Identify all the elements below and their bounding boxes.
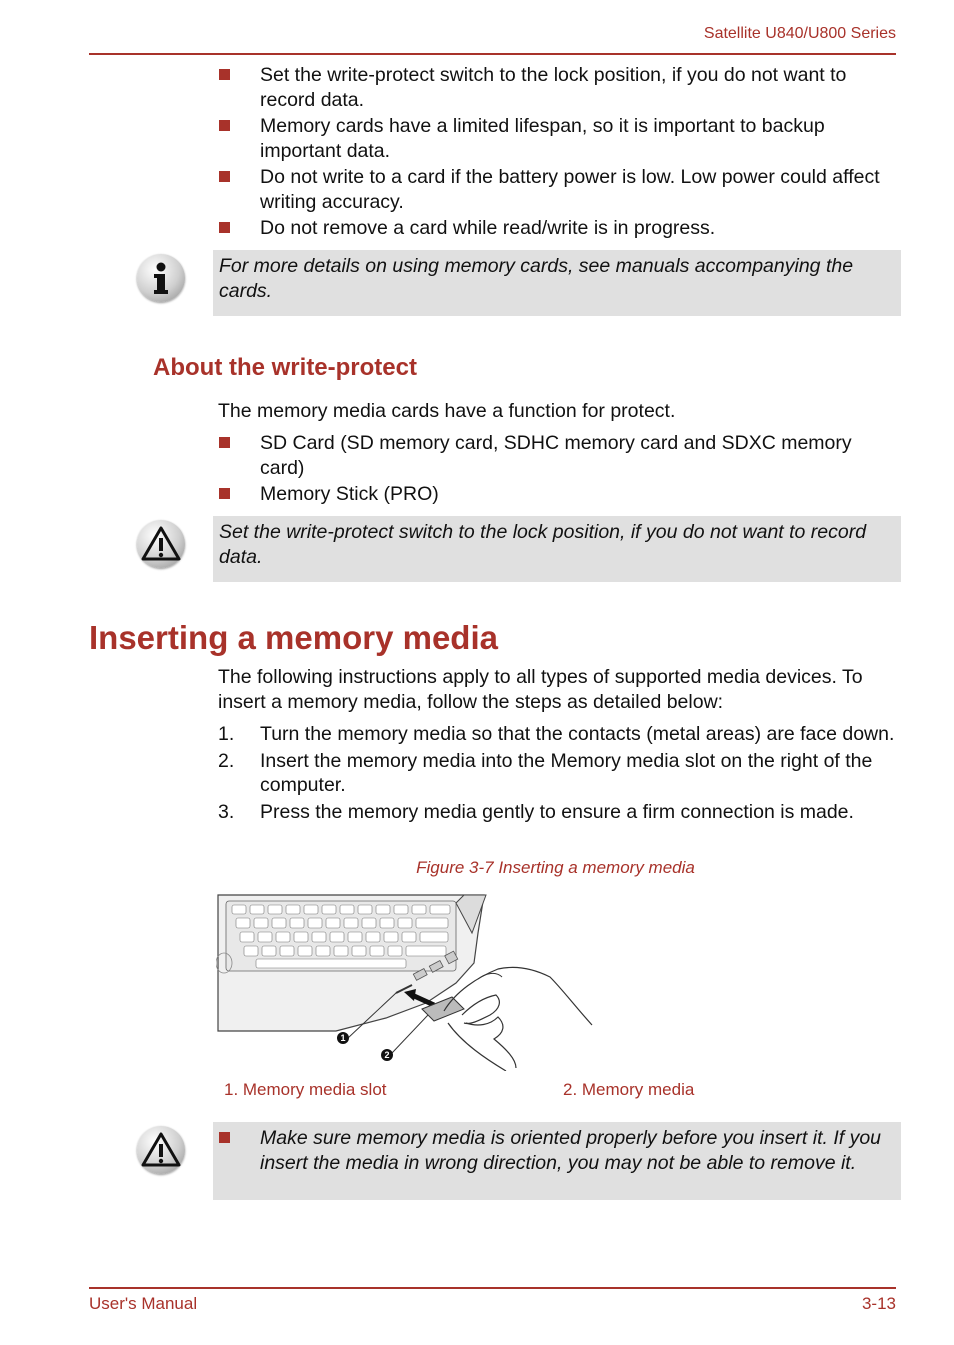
list-item: Do not remove a card while read/write is in progress.	[218, 216, 898, 241]
running-header: Satellite U840/U800 Series	[703, 25, 896, 42]
step-item: 2. Insert the memory media into the Memory media slot on the right of the computer.	[218, 749, 873, 796]
footer-rule	[89, 1287, 896, 1289]
chapter-heading: Inserting a memory media	[89, 619, 498, 656]
info-icon	[137, 254, 185, 302]
figure-caption: Figure 3-7 Inserting a memory media	[416, 858, 695, 877]
bullet-square	[219, 1132, 230, 1143]
step-item: 3. Press the memory media gently to ensure a firm connection is made.	[218, 800, 854, 823]
caution-icon	[137, 1126, 185, 1174]
page-number: 3-13	[861, 1294, 896, 1313]
caution-note-text: Set the write-protect switch to the lock position, if you do not want to record data.	[219, 521, 867, 568]
section-heading: About the write-protect	[153, 354, 417, 381]
bullet-list-cards	[218, 431, 898, 509]
bullet-square	[219, 120, 230, 131]
list-item: Set the write-protect switch to the lock position, if you do not want to record data.	[218, 63, 898, 112]
info-note	[213, 250, 901, 316]
header-rule	[89, 53, 896, 55]
bullet-list-top	[218, 63, 898, 243]
bullet-square	[219, 222, 230, 233]
list-item: Memory Stick (PRO)	[218, 482, 898, 507]
legend-item-1: 1. Memory media slot	[224, 1080, 387, 1099]
list-item: Memory cards have a limited lifespan, so it is important to backup important data.	[218, 114, 898, 163]
bullet-square	[219, 69, 230, 80]
inserting-intro: The following instructions apply to all types of supported media devices. To insert a memory media, follow the steps as detailed below:	[218, 666, 863, 713]
caution-note	[213, 516, 901, 582]
callout-1: 1	[337, 1032, 349, 1044]
laptop-illustration	[216, 893, 596, 1071]
bullet-square	[219, 437, 230, 448]
list-item: Do not write to a card if the battery power is low. Low power could affect writing accuracy.	[218, 165, 898, 214]
write-protect-intro: The memory media cards have a function for protect.	[218, 400, 676, 422]
bullet-square	[219, 171, 230, 182]
info-note-text: For more details on using memory cards, see manuals accompanying the cards.	[219, 255, 854, 302]
footer-left: User's Manual	[89, 1294, 198, 1313]
caution-bullet-list	[218, 1126, 888, 1175]
caution-icon	[137, 520, 185, 568]
callout-2: 2	[381, 1049, 393, 1061]
caution-note-bottom	[213, 1122, 901, 1200]
steps-list	[218, 722, 898, 826]
bullet-square	[219, 488, 230, 499]
list-item: SD Card (SD memory card, SDHC memory card and SDXC memory card)	[218, 431, 898, 480]
legend-item-2: 2. Memory media	[563, 1080, 695, 1099]
step-item: 1. Turn the memory media so that the contacts (metal areas) are face down.	[218, 723, 895, 745]
list-item: Make sure memory media is oriented properly before you insert it. If you insert the media in wrong direction, you may not be able to remove it.	[218, 1126, 888, 1175]
